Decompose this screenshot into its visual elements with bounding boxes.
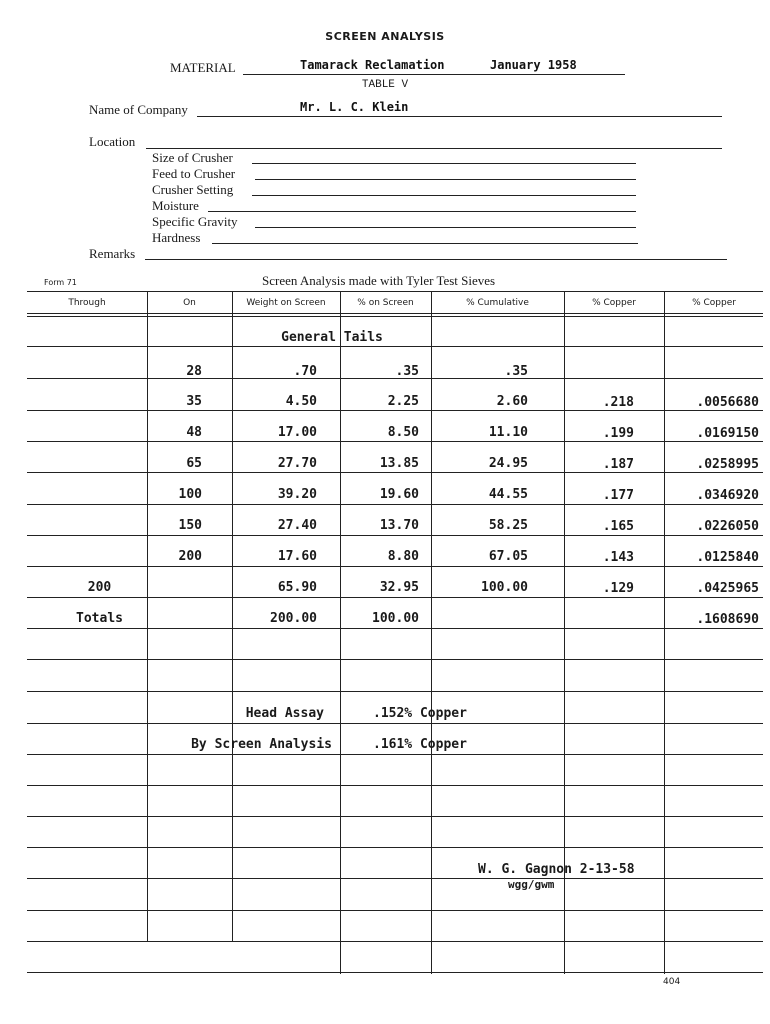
material-date: January 1958 [490, 58, 577, 72]
cell-copper: .199 [602, 426, 634, 441]
field-hardness: Hardness [152, 230, 201, 245]
cell-weight: .70 [293, 364, 317, 379]
cell-cum: 44.55 [488, 487, 528, 502]
page-title: SCREEN ANALYSIS [325, 30, 445, 43]
cell-cum: 11.10 [488, 425, 528, 440]
cell-copper-2: .0258995 [696, 457, 759, 472]
screen-analysis-label: By Screen Analysis [191, 737, 332, 752]
cell-copper-2: .0346920 [696, 488, 759, 503]
subtitle: Screen Analysis made with Tyler Test Sieves [262, 273, 496, 288]
totals-weight: 200.00 [270, 611, 317, 626]
signature: W. G. Gagnon 2-13-58 [478, 862, 635, 877]
page-number: 404 [663, 977, 681, 987]
field-size-of-crusher: Size of Crusher [152, 150, 233, 165]
cell-weight: 27.70 [277, 456, 317, 471]
table-label: TABLE V [361, 79, 409, 91]
cell-pct: 19.60 [379, 487, 419, 502]
cell-cum: 67.05 [488, 549, 528, 564]
cell-weight: 17.60 [277, 549, 317, 564]
cell-weight: 17.00 [277, 425, 317, 440]
cell-on: 48 [186, 425, 202, 440]
cell-copper-2: .0125840 [696, 550, 759, 565]
cell-copper: .165 [602, 519, 634, 534]
cell-copper: .177 [602, 488, 634, 503]
header-pct-on-screen: % on Screen [357, 298, 414, 308]
signature-initials: wgg/gwm [508, 878, 555, 891]
cell-on: 35 [186, 394, 202, 409]
cell-on: 200 [178, 549, 202, 564]
material-value: Tamarack Reclamation [300, 58, 445, 72]
header-on: On [183, 298, 196, 308]
head-assay-label: Head Assay [245, 706, 324, 721]
totals-copper-2: .1608690 [696, 612, 759, 627]
cell-pct: .35 [395, 364, 419, 379]
remarks-label: Remarks [89, 246, 136, 261]
company-label: Name of Company [89, 102, 188, 117]
totals-label: Totals [76, 611, 123, 626]
head-assay-value: .152% Copper [373, 706, 467, 721]
cell-weight: 39.20 [277, 487, 317, 502]
field-specific-gravity: Specific Gravity [152, 214, 238, 229]
cell-cum: 58.25 [488, 518, 528, 533]
totals-pct: 100.00 [372, 611, 419, 626]
cell-weight: 27.40 [277, 518, 317, 533]
cell-pct: 13.70 [379, 518, 419, 533]
location-label: Location [89, 134, 136, 149]
screen-analysis-value: .161% Copper [373, 737, 467, 752]
cell-on: 100 [178, 487, 202, 502]
cell-cum: 24.95 [488, 456, 528, 471]
cell-copper-2: .0425965 [696, 581, 759, 596]
cell-on: 150 [178, 518, 202, 533]
material-label: MATERIAL [170, 60, 236, 75]
cell-on: 65 [186, 456, 202, 471]
header-weight-on-screen: Weight on Screen [246, 298, 326, 308]
header-pct-copper: % Copper [592, 298, 636, 308]
field-crusher-setting: Crusher Setting [152, 182, 234, 197]
header-pct-cumulative: % Cumulative [466, 298, 529, 308]
company-value: Mr. L. C. Klein [300, 100, 409, 114]
cell-copper: .187 [602, 457, 634, 472]
field-moisture: Moisture [152, 198, 199, 213]
cell-copper-2: .0056680 [696, 395, 759, 410]
cell-copper: .143 [602, 550, 634, 565]
cell-cum: 100.00 [481, 580, 528, 595]
cell-copper: .218 [602, 395, 634, 410]
cell-pct: 8.50 [387, 425, 419, 440]
cell-copper-2: .0169150 [696, 426, 759, 441]
field-feed-to-crusher: Feed to Crusher [152, 166, 236, 181]
cell-copper-2: .0226050 [696, 519, 759, 534]
cell-copper: .129 [602, 581, 634, 596]
cell-pct: 8.80 [387, 549, 419, 564]
cell-weight: 4.50 [285, 394, 317, 409]
cell-pct: 2.25 [387, 394, 419, 409]
cell-through: 200 [87, 580, 112, 595]
header-pct-copper-2: % Copper [692, 298, 736, 308]
form-number: Form 71 [44, 278, 77, 287]
cell-on: 28 [186, 364, 202, 379]
header-through: Through [68, 298, 106, 308]
cell-cum: 2.60 [496, 394, 528, 409]
cell-cum: .35 [504, 364, 528, 379]
section-label: General Tails [281, 330, 383, 345]
cell-pct: 13.85 [379, 456, 419, 471]
cell-pct: 32.95 [379, 580, 419, 595]
cell-weight: 65.90 [277, 580, 317, 595]
